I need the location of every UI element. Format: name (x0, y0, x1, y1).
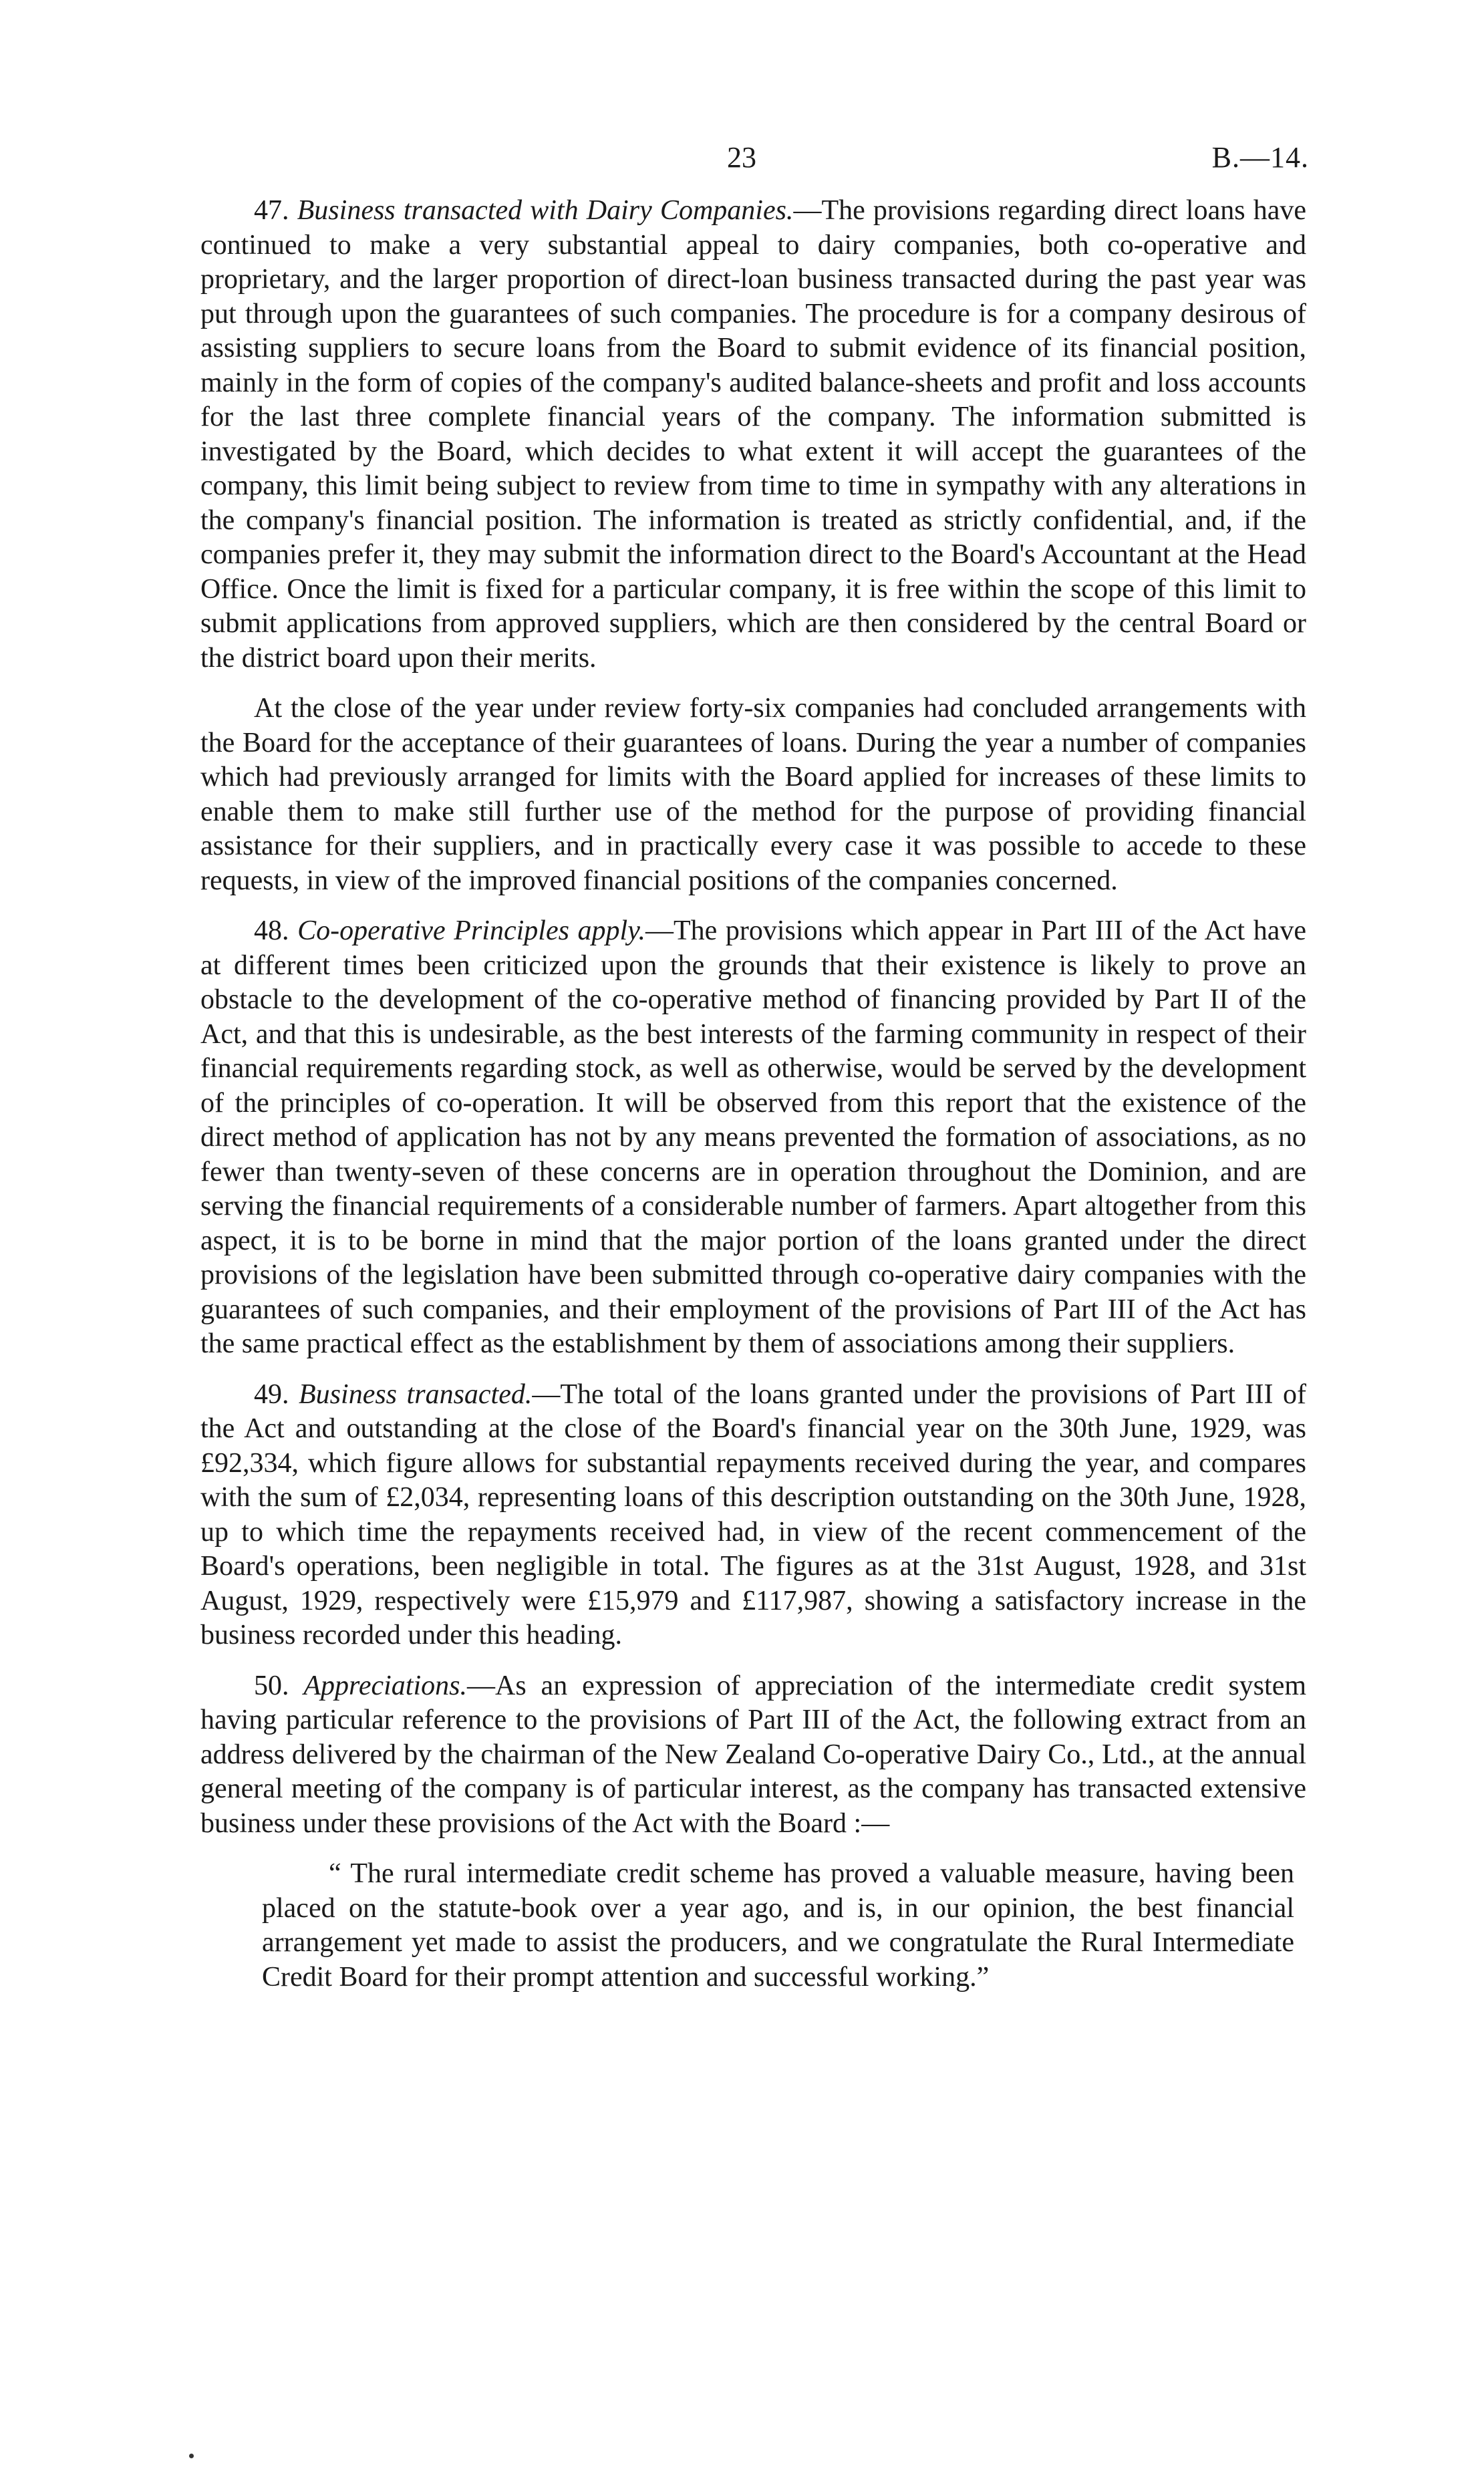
paragraph-number: 49. (254, 1378, 289, 1410)
page-number: 23 (727, 141, 756, 174)
body-text (200, 194, 1306, 1995)
document-reference: B.—14. (1211, 141, 1309, 174)
paragraph-heading: Co-operative Principles apply. (297, 915, 646, 946)
paragraph-text: —The provisions regarding direct loans have continued to make a very substantial appeal to dairy companies, both co-operative and proprietary, and the larger proportion of direct-loan business transacted during the past year was put through upon the guarantees of such companies. The procedure is for a company desirous of assisting suppliers to secure loans from the Board to submit evidence of its financial position, mainly in the form of copies of the company's audited balance-sheets and profit and loss accounts for the last three complete financial years of the company. The information submitted is investigated by the Board, which decides to what extent it will accept the guarantees of the company, this limit being subject to review from time to time in sympathy with any alterations in the company's financial position. The information is treated as strictly confidential, and, if the companies prefer it, they may submit the information direct to the Board's Accountant at the Head Office. Once the limit is fixed for a particular company, it is free within the scope of this limit to submit applications from approved suppliers, which are then considered by the central Board or the district board upon their merits. (200, 195, 1306, 674)
paragraph-heading: Appreciations. (303, 1670, 467, 1701)
paragraph-47-continued (200, 692, 1306, 898)
paragraph-47 (200, 194, 1306, 676)
paragraph-50 (200, 1669, 1306, 1842)
paragraph-49 (200, 1378, 1306, 1653)
paragraph-number: 47. (254, 195, 289, 226)
paragraph-text: —As an expression of appreciation of the intermediate credit system having particular reference to the provisions of Part III of the Act, the following extract from an address delivered by the chairman of the New Zealand Co-operative Dairy Co., Ltd., at the annual general meeting of the company is of particular interest, as the company has transacted extensive business under these provisions of the Act with the Board :— (200, 1670, 1307, 1839)
quotation-block: “ The rural intermediate credit scheme has proved a valuable measure, having been placed on the statute-book over a year ago, and is, in our opinion, the best financial arrangement yet made to assist the producers, and we congratulate the Rural Intermediate Credit Board for their prompt attention and successful working.” (262, 1858, 1294, 1993)
paragraph-heading: Business transacted with Dairy Companies. (297, 195, 794, 226)
paragraph-48 (200, 914, 1306, 1362)
paragraph-heading: Business transacted. (299, 1378, 533, 1410)
paragraph-text: —The total of the loans granted under the provisions of Part III of the Act and outstanding at the close of the Board's financial year on the 30th June, 1929, was £92,334, which figure allows for substantial repayments received during the year, and compares with the sum of £2,034, representing loans of this description outstanding on the 30th June, 1928, up to which time the repayments received had, in view of the recent commencement of the Board's operations, been negligible in total. The figures as at the 31st August, 1928, and 31st August, 1929, respectively were £15,979 and £117,987, showing a satisfactory increase in the business recorded under this heading. (200, 1378, 1307, 1650)
paragraph-number: 50. (254, 1670, 289, 1701)
paragraph-text: —The provisions which appear in Part III of the Act have at different times been criticized upon the grounds that their existence is likely to prove an obstacle to the development of the co-operative method of financing provided by Part II of the Act, and that this is undesirable, as the best interests of the farming community in respect of their financial requirements regarding stock, as well as otherwise, would be served by the development of the principles of co-operation. It will be observed from this report that the existence of the direct method of application has not by any means prevented the formation of associations, as no fewer than twenty-seven of these concerns are in operation throughout the Dominion, and are serving the financial requirements of a considerable number of farmers. Apart altogether from this aspect, it is to be borne in mind that the major portion of the loans granted under the direct provisions of the legislation have been submitted through co-operative dairy companies with the guarantees of such companies, and their employment of the provisions of Part III of the Act has the same practical effect as the establishment by them of associations among their suppliers. (200, 915, 1306, 1359)
paragraph-number: 48. (254, 915, 289, 946)
paragraph-text: At the close of the year under review forty-six companies had concluded arrangements with the Board for the acceptance of their guarantees of loans. During the year a number of companies which had previously arranged for limits with the Board applied for increases of these limits to enable them to make still further use of the method for the purpose of providing financial assistance for their suppliers, and in practically every case it was possible to accede to these requests, in view of the improved financial positions of the companies concerned. (200, 693, 1306, 896)
scan-speck (189, 2454, 194, 2458)
